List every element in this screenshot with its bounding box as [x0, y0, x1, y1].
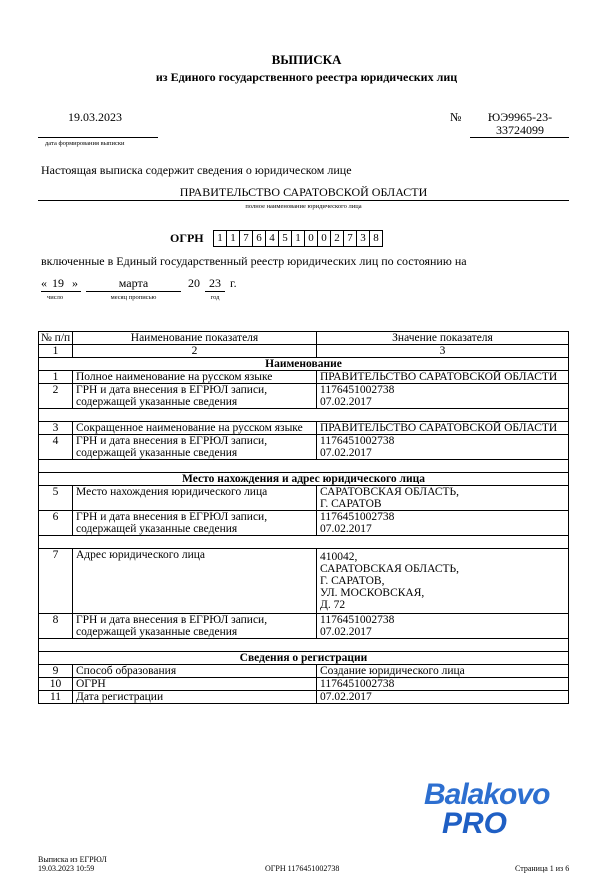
- org-name-underline: [38, 200, 569, 201]
- table-column-numbers: [39, 345, 569, 358]
- address-line: 410042,: [320, 551, 358, 563]
- table-row: [39, 435, 569, 460]
- year-caption: год: [210, 294, 220, 301]
- table-row: [39, 384, 569, 409]
- month-caption: месяц прописью: [110, 294, 157, 301]
- row-value: [317, 549, 569, 614]
- header-value: Значение показателя: [317, 332, 569, 345]
- watermark-line1: Balakovo: [424, 778, 550, 811]
- grn-date: 07.02.2017: [320, 396, 372, 408]
- table-row: [39, 422, 569, 435]
- row-number: 3: [39, 422, 73, 435]
- footer-source: Выписка из ЕГРЮЛ: [38, 855, 107, 864]
- row-value: [317, 511, 569, 536]
- state-month: марта: [118, 276, 149, 290]
- state-day: 19: [52, 276, 64, 290]
- ogrn-digit: 8: [370, 230, 383, 247]
- day-caption: число: [47, 294, 64, 301]
- grn-date: 07.02.2017: [320, 626, 372, 638]
- day-underline: [41, 291, 81, 292]
- section-title: Место нахождения и адрес юридического лица: [39, 473, 569, 486]
- grn-value: 1176451002738: [320, 614, 395, 626]
- row-value: Создание юридического лица: [317, 665, 569, 678]
- org-name-caption: полное наименование юридического лица: [245, 203, 362, 210]
- row-value: ПРАВИТЕЛЬСТВО САРАТОВСКОЙ ОБЛАСТИ: [317, 371, 569, 384]
- state-year: 23: [209, 276, 221, 290]
- col-number: 1: [39, 345, 73, 358]
- address-line: УЛ. МОСКОВСКАЯ,: [320, 587, 425, 599]
- included-text: включенные в Единый государственный реестр юридических лиц по состоянию на: [41, 254, 467, 268]
- row-indicator: Адрес юридического лица: [73, 549, 317, 614]
- header-indicator: Наименование показателя: [73, 332, 317, 345]
- number-underline: [470, 137, 569, 138]
- ogrn-digit: 0: [318, 230, 331, 247]
- spacer-row: [39, 460, 569, 473]
- quote-open: «: [41, 276, 47, 290]
- row-number: 11: [39, 691, 73, 704]
- row-indicator: ГРН и дата внесения в ЕГРЮЛ записи, содержащей указанные сведения: [73, 511, 317, 536]
- row-number: 5: [39, 486, 73, 511]
- section-header: [39, 358, 569, 371]
- row-number: 8: [39, 614, 73, 639]
- row-number: 2: [39, 384, 73, 409]
- col-number: 3: [317, 345, 569, 358]
- spacer-row: [39, 639, 569, 652]
- ogrn-label: ОГРН: [170, 231, 204, 245]
- header-number: № п/п: [39, 332, 73, 345]
- table-row: [39, 549, 569, 614]
- grn-value: 1176451002738: [320, 435, 395, 447]
- spacer-row: [39, 409, 569, 422]
- footer-timestamp: 19.03.2023 10:59: [38, 864, 95, 873]
- number-sign: №: [450, 110, 462, 124]
- table-header-row: [39, 332, 569, 345]
- address-line: Д. 72: [320, 599, 346, 611]
- row-indicator: ОГРН: [73, 678, 317, 691]
- ogrn-digit: 6: [253, 230, 266, 247]
- row-value: 1176451002738: [317, 678, 569, 691]
- register-table: [38, 331, 569, 704]
- ogrn-digit: 1: [292, 230, 305, 247]
- grn-value: 1176451002738: [320, 511, 395, 523]
- row-number: 9: [39, 665, 73, 678]
- row-indicator: ГРН и дата внесения в ЕГРЮЛ записи, содержащей указанные сведения: [73, 435, 317, 460]
- table-row: [39, 371, 569, 384]
- ogrn-digit: 3: [357, 230, 370, 247]
- row-number: 1: [39, 371, 73, 384]
- formation-date: 19.03.2023: [68, 110, 122, 124]
- spacer-row: [39, 536, 569, 549]
- section-header: [39, 473, 569, 486]
- row-number: 4: [39, 435, 73, 460]
- section-title: Наименование: [39, 358, 569, 371]
- document-title: ВЫПИСКА: [271, 52, 342, 67]
- month-underline: [86, 291, 181, 292]
- ogrn-digit: 7: [240, 230, 253, 247]
- watermark-line2: PRO: [442, 807, 508, 840]
- row-value: 07.02.2017: [317, 691, 569, 704]
- table-row: [39, 678, 569, 691]
- ogrn-digit: 0: [305, 230, 318, 247]
- row-value: [317, 614, 569, 639]
- row-value: [317, 435, 569, 460]
- table-row: [39, 486, 569, 511]
- extract-number-line1: ЮЭ9965-23-: [487, 110, 553, 124]
- quote-close: »: [72, 276, 78, 290]
- address-line: Г. САРАТОВ,: [320, 575, 385, 587]
- row-indicator: Полное наименование на русском языке: [73, 371, 317, 384]
- date-underline: [38, 137, 158, 138]
- address-line: САРАТОВСКАЯ ОБЛАСТЬ,: [320, 563, 459, 575]
- ogrn-digit: 7: [344, 230, 357, 247]
- footer-ogrn: ОГРН 1176451002738: [265, 864, 340, 873]
- intro-text: Настоящая выписка содержит сведения о юридическом лице: [41, 163, 352, 177]
- row-indicator: Способ образования: [73, 665, 317, 678]
- ogrn-digit: 1: [213, 230, 227, 247]
- ogrn-digit: 1: [227, 230, 240, 247]
- table-row: [39, 511, 569, 536]
- row-indicator: ГРН и дата внесения в ЕГРЮЛ записи, содержащей указанные сведения: [73, 384, 317, 409]
- footer-page-number: Страница 1 из 6: [515, 864, 570, 873]
- grn-value: 1176451002738: [320, 384, 395, 396]
- year-prefix: 20: [188, 276, 200, 290]
- section-title: Сведения о регистрации: [39, 652, 569, 665]
- grn-date: 07.02.2017: [320, 523, 372, 535]
- location-line: Г. САРАТОВ: [320, 498, 382, 510]
- year-suffix: г.: [230, 276, 237, 290]
- row-number: 6: [39, 511, 73, 536]
- document-subtitle: из Единого государственного реестра юридических лиц: [155, 70, 458, 84]
- row-value: ПРАВИТЕЛЬСТВО САРАТОВСКОЙ ОБЛАСТИ: [317, 422, 569, 435]
- table-row: [39, 691, 569, 704]
- row-indicator: Место нахождения юридического лица: [73, 486, 317, 511]
- ogrn-digit: 2: [331, 230, 344, 247]
- watermark-logo: [424, 780, 549, 838]
- location-line: САРАТОВСКАЯ ОБЛАСТЬ,: [320, 486, 459, 498]
- table-row: [39, 665, 569, 678]
- extract-number-line2: 33724099: [496, 123, 544, 137]
- date-caption: дата формирования выписки: [45, 140, 125, 147]
- section-header: [39, 652, 569, 665]
- table-row: [39, 614, 569, 639]
- row-indicator: ГРН и дата внесения в ЕГРЮЛ записи, содержащей указанные сведения: [73, 614, 317, 639]
- year-underline: [205, 291, 225, 292]
- col-number: 2: [73, 345, 317, 358]
- row-value: [317, 486, 569, 511]
- row-number: 7: [39, 549, 73, 614]
- org-full-name: ПРАВИТЕЛЬСТВО САРАТОВСКОЙ ОБЛАСТИ: [179, 185, 428, 199]
- ogrn-digit: 5: [279, 230, 292, 247]
- grn-date: 07.02.2017: [320, 447, 372, 459]
- row-number: 10: [39, 678, 73, 691]
- ogrn-digit-boxes: [213, 230, 383, 247]
- row-indicator: Сокращенное наименование на русском языке: [73, 422, 317, 435]
- ogrn-digit: 4: [266, 230, 279, 247]
- footer-left: [38, 855, 107, 873]
- row-indicator: Дата регистрации: [73, 691, 317, 704]
- row-value: [317, 384, 569, 409]
